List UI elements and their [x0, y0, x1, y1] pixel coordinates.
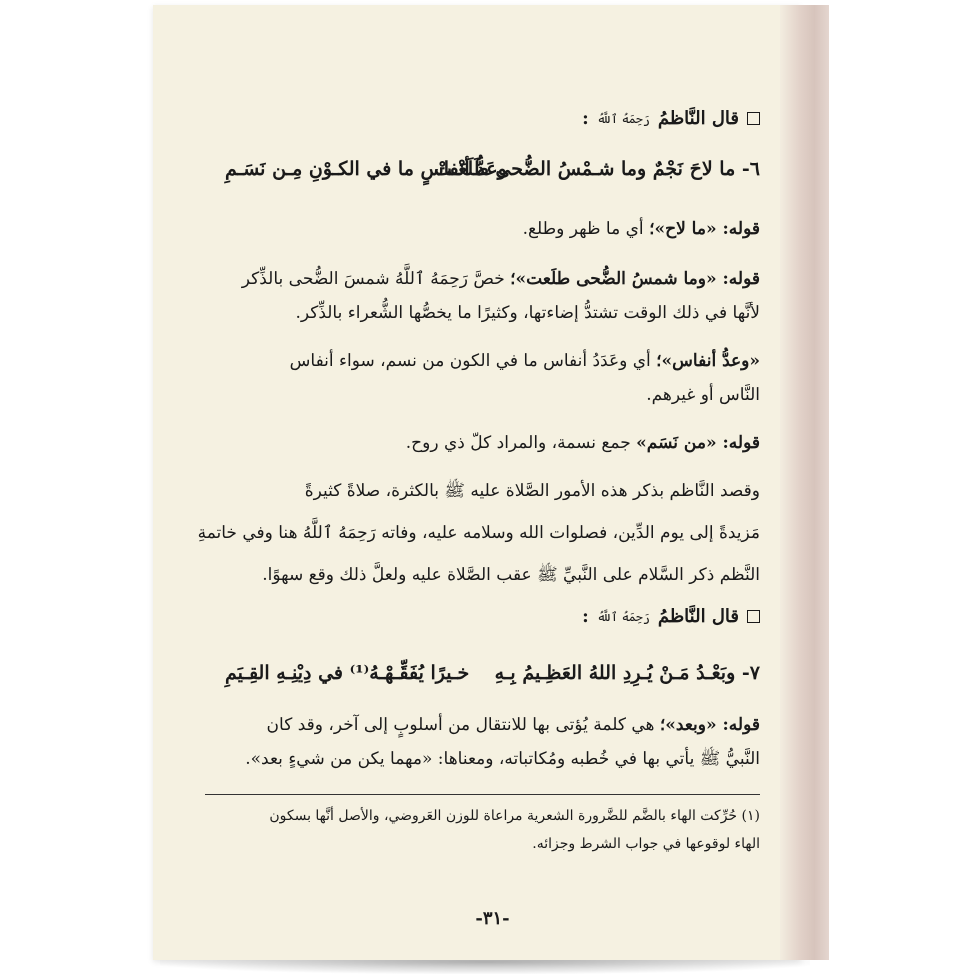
heading-label: قال النَّاظمُ — [657, 108, 739, 129]
square-bullet-icon — [747, 610, 760, 623]
paragraph-1 — [225, 212, 760, 246]
verse-second-hemistich: وعَدُّ أنْفاسٍ ما في الكـوْنِ مِـن نَسَـمِ — [225, 158, 507, 180]
book-spine — [780, 5, 829, 960]
paragraph-line: مَزيدةً إلى يوم الدِّين، فصلوات الله وسلامه عليه، وفاته رَحِمَهُ ٱللَّهُ هنا وفي خاتمةِ — [197, 523, 760, 543]
heading-colon: : — [582, 108, 589, 129]
paragraph-5 — [197, 470, 760, 596]
paragraph-line: لأنَّها في ذلك الوقت تشتدُّ إضاءتها، وكثيرًا ما يخصُّها الشُّعراء بالذِّكر. — [295, 303, 760, 323]
paragraph-line: وقصد النَّاظم بذكر هذه الأمور الصَّلاة عليه ﷺ بالكثرة، صلاةً كثيرةً — [304, 481, 760, 501]
paragraph-text: هي كلمة يُؤتى بها للانتقال من أسلوبٍ إلى آخر، وقد كان — [266, 715, 655, 735]
quote-lead: قوله: «وما شمسُ الضُّحى طلَعت»؛ — [510, 269, 760, 289]
paragraph-3 — [225, 344, 760, 412]
paragraph-text: جمع نسمة، والمراد كلّ ذي روح. — [405, 433, 631, 453]
heading-label: قال النَّاظمُ — [657, 606, 739, 627]
footnote-separator — [205, 794, 760, 795]
paragraph-text: خصَّ رَحِمَهُ ٱللَّهُ شمسَ الضُّحى بالذِّكر — [241, 269, 505, 289]
paragraph-line: النَّبيُّ ﷺ يأتي بها في خُطبه ومُكاتباته، ومعناها: «مهما يكن من شيءٍ بعد». — [245, 749, 760, 769]
paragraph-line — [225, 344, 760, 378]
footnote-line: (١) حُرِّكت الهاء بالضَّم للضَّرورة الشعرية مراعاة للوزن العَروضي، والأصل أنَّها بسكون — [269, 808, 760, 824]
page-number: -٣١- — [475, 908, 510, 929]
square-bullet-icon — [747, 112, 760, 125]
paragraph-line: النَّظم ذكر السَّلام على النَّبيِّ ﷺ عقب الصَّلاة عليه ولعلَّ ذلك وقع سهوًا. — [262, 565, 760, 585]
footnote-line: الهاء لوقوعها في جواب الشرط وجزائه. — [532, 836, 760, 852]
honorific: رَحِمَهُ ٱللَّهُ — [596, 111, 650, 126]
verse-first-hemistich: ٦- ما لاحَ نَجْمٌ وما شـمْسُ الضُّحى طَلَعَـتْ — [434, 158, 760, 180]
honorific: رَحِمَهُ ٱللَّهُ — [596, 609, 650, 624]
quote-lead: قوله: «من نَسَم» — [636, 433, 760, 453]
footnote — [225, 802, 760, 858]
quote-lead: قوله: «وبعد»؛ — [659, 715, 760, 735]
quote-lead: قوله: «ما لاح»؛ — [649, 219, 760, 239]
verse-second-hemistich: خـيرًا يُفَقِّـهْـهُ⁽¹⁾ في دِيْنِـهِ القِـيَمِ — [225, 662, 470, 684]
paragraph-line — [225, 708, 760, 742]
poet-heading — [582, 108, 760, 129]
poet-heading-2 — [582, 606, 760, 627]
paragraph-4 — [225, 426, 760, 460]
paragraph-2 — [225, 262, 760, 330]
paragraph-line — [225, 262, 760, 296]
quote-lead: «وعدُّ أنفاس»؛ — [656, 351, 760, 371]
paragraph-text: أي ما ظهر وطلع. — [522, 219, 644, 239]
paragraph-line: النَّاس أو غيرهم. — [646, 385, 760, 405]
paragraph-text: أي وعَدَدُ أنفاس ما في الكون من نسم، سواء أنفاس — [289, 351, 651, 371]
verse-first-hemistich: ٧- وبَعْـدُ مَـنْ يُـرِدِ اللهُ العَظِـيمُ بِـهِ — [494, 662, 760, 684]
paragraph-6 — [225, 708, 760, 776]
heading-colon: : — [582, 606, 589, 627]
